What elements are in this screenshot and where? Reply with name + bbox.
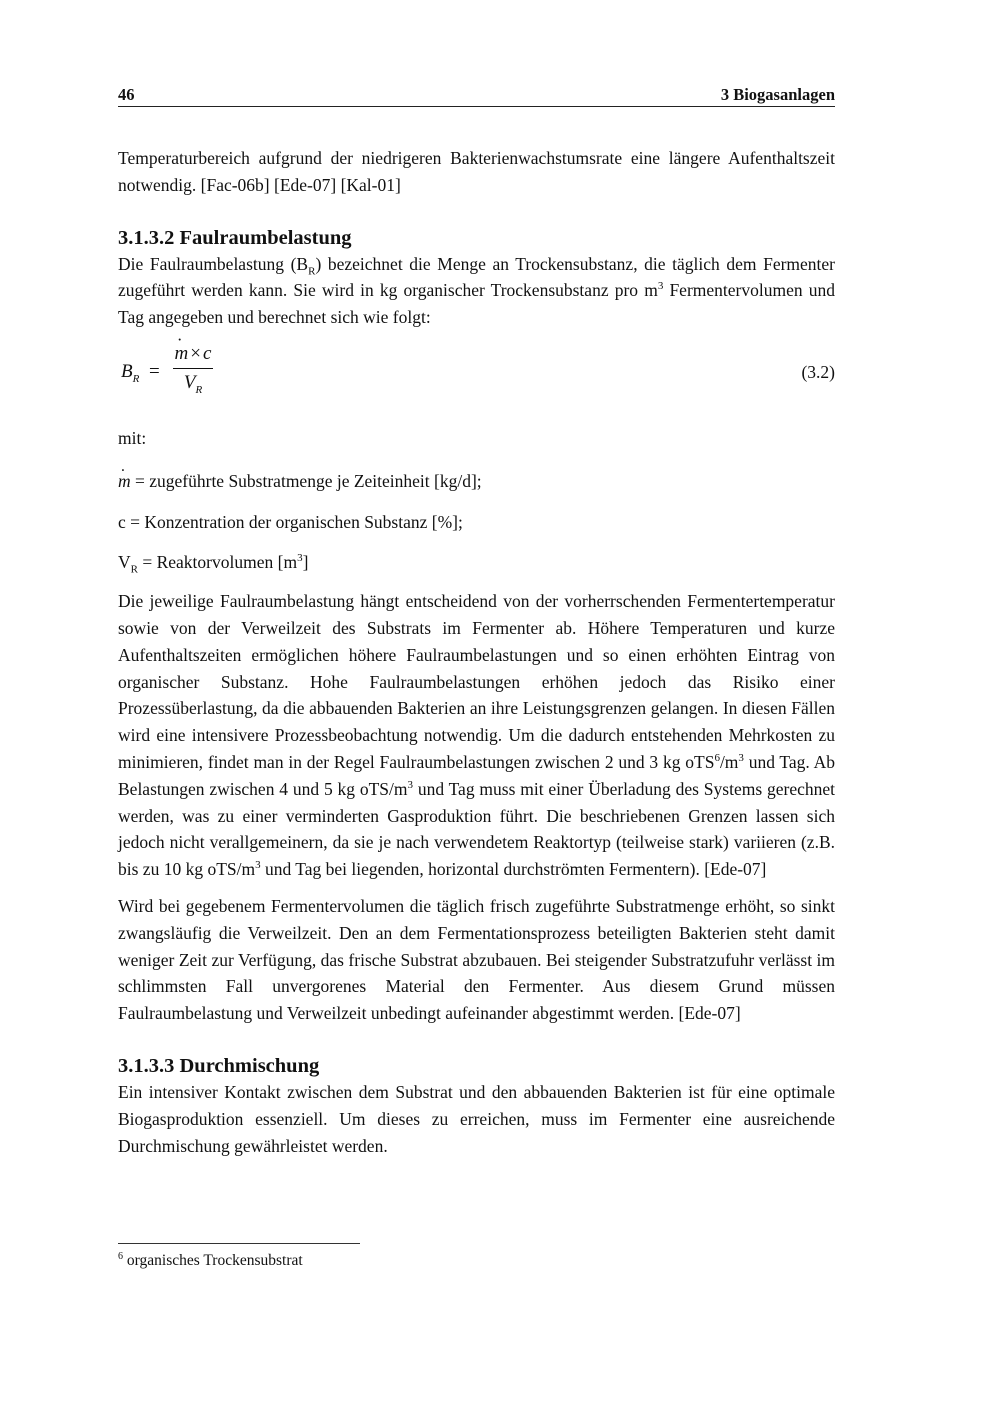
mit-label: mit: (118, 427, 147, 448)
equation-3-2 (118, 341, 835, 403)
equation-number: (3.2) (801, 361, 835, 382)
footnote-divider (118, 1243, 360, 1244)
footnote-ref[interactable]: 6 (714, 752, 720, 765)
subscript: R (132, 372, 140, 385)
definition-m (118, 468, 835, 495)
jeweilige-paragraph (118, 588, 835, 883)
text-run: Die Faulraumbelastung (B (118, 253, 309, 274)
superscript: 3 (255, 859, 261, 872)
text-run: ) bezeichnet die Menge an Trockensubstanz, die täglich dem Fermenter zugeführt werden kann. Sie wird in kg organischer Trockensubstanz pro m (118, 253, 836, 301)
variable-definitions (118, 425, 835, 576)
fraction-bar (173, 368, 213, 369)
fraction-numerator (173, 341, 213, 367)
symbol-m-dot: ˙ m (118, 471, 131, 491)
text-run: und Tag bei liegenden, horizontal durchströmten Fermentern). [Ede-07] (260, 859, 767, 880)
symbol-v: V (183, 371, 196, 393)
faulraum-paragraph (118, 251, 835, 331)
fraction-denominator (173, 370, 213, 397)
section-heading-faulraumbelastung: 3.1.3.2 Faulraumbelastung (118, 226, 352, 249)
equation-lhs (121, 359, 139, 386)
definition-c: c = Konzentration der organischen Substanz [%]; (118, 511, 463, 532)
definition-v (118, 549, 835, 576)
text-run: = Reaktorvolumen [m (137, 552, 298, 573)
symbol-v: V (118, 552, 131, 573)
text-run: /m (719, 751, 739, 772)
running-header (118, 84, 835, 107)
wird-paragraph: Wird bei gegebenem Fermentervolumen die täglich frisch zugeführte Substratmenge erhöht, so sinkt zwangsläufig die Verweilzeit. Den an dem Fermentationsprozess beteiligten Bakterien steht damit weniger Zeit zur Verfügung, das frische Substrat abzubauen. Bei steigender Substratzufuhr verlässt im schlimmsten Fall unvergorenes Material den Fermenter. Aus diesem Grund müssen Faulraumbelastung und Verweilzeit unbedingt aufeinander abgestimmt werden. [Ede-07] (118, 895, 835, 1024)
superscript: 3 (297, 552, 303, 565)
superscript: 3 (407, 778, 413, 791)
subscript: R (308, 265, 316, 278)
subscript: R (130, 563, 138, 576)
text-run: Fermentervolumen und Tag angegeben und berechnet sich wie folgt: (118, 280, 836, 328)
fraction (173, 341, 213, 397)
durchmischung-paragraph: Ein intensiver Kontakt zwischen dem Substrat und den abbauenden Bakterien ist für eine optimale Biogasproduktion essenziell. Um dieses zu erreichen, muss im Fermenter eine ausreichende Durchmischung gewährleistet werden. (118, 1081, 835, 1156)
intro-paragraph: Temperaturbereich aufgrund der niedrigeren Bakterienwachstumsrate eine längere Aufenthaltszeit notwendig. [Fac-06b] [Ede-07] [Kal-01] (118, 148, 835, 195)
footnote-text: organisches Trockensubstrat (123, 1252, 303, 1269)
text-run: ] (302, 552, 309, 573)
footnote (118, 1250, 303, 1272)
symbol-b: B (121, 360, 133, 382)
superscript: 3 (738, 752, 744, 765)
text-run: = zugeführte Substratmenge je Zeiteinheit [kg/d]; (130, 470, 482, 491)
superscript: 3 (657, 280, 664, 293)
times-sign: × (190, 342, 201, 364)
text-run: und Tag. Ab Belastungen zwischen 4 und 5 kg oTS/m (118, 751, 836, 799)
chapter-title: 3 Biogasanlagen (720, 85, 835, 104)
footnote-marker: 6 (118, 1250, 123, 1262)
text-run: Die jeweilige Faulraumbelastung hängt entscheidend von der vorherrschenden Fermentertemperatur sowie von der Verweilzeit des Substrats im Fermenter ab. Höhere Temperaturen und kurze Aufenthaltszeiten ermöglichen höhere Faulraumbelastungen und so einen erhöhten Eintrag von organischer Substanz. Hohe Faulraumbelastungen erhöhen jedoch das Risiko einer Prozessüberlastung, da die abbauenden Bakterien an ihre Leistungsgrenzen gelangen. In diesen Fällen wird eine intensivere Prozessbeobachtung notwendig. Um die dadurch entstehenden Mehrkosten zu minimieren, findet man in der Regel Faulraumbelastungen zwischen 2 und 3 kg oTS (118, 591, 835, 772)
text-run: und Tag muss mit einer Überladung des Systems gerechnet werden, was zu einer verminderten Gasproduktion führt. Die beschriebenen Grenzen lassen sich jedoch nicht verallgemeinern, da sie je nach verwendetem Reaktortyp (teilweise stark) variieren (z.B. bis zu 10 kg oTS/m (118, 778, 835, 880)
symbol-m-dot: ˙ m (175, 343, 189, 364)
main-content (118, 145, 835, 1159)
equals-sign: = (149, 360, 160, 382)
page-number: 46 (118, 85, 135, 104)
subscript: R (195, 383, 203, 396)
section-heading-durchmischung: 3.1.3.3 Durchmischung (118, 1054, 320, 1077)
symbol-c: c (203, 342, 212, 364)
